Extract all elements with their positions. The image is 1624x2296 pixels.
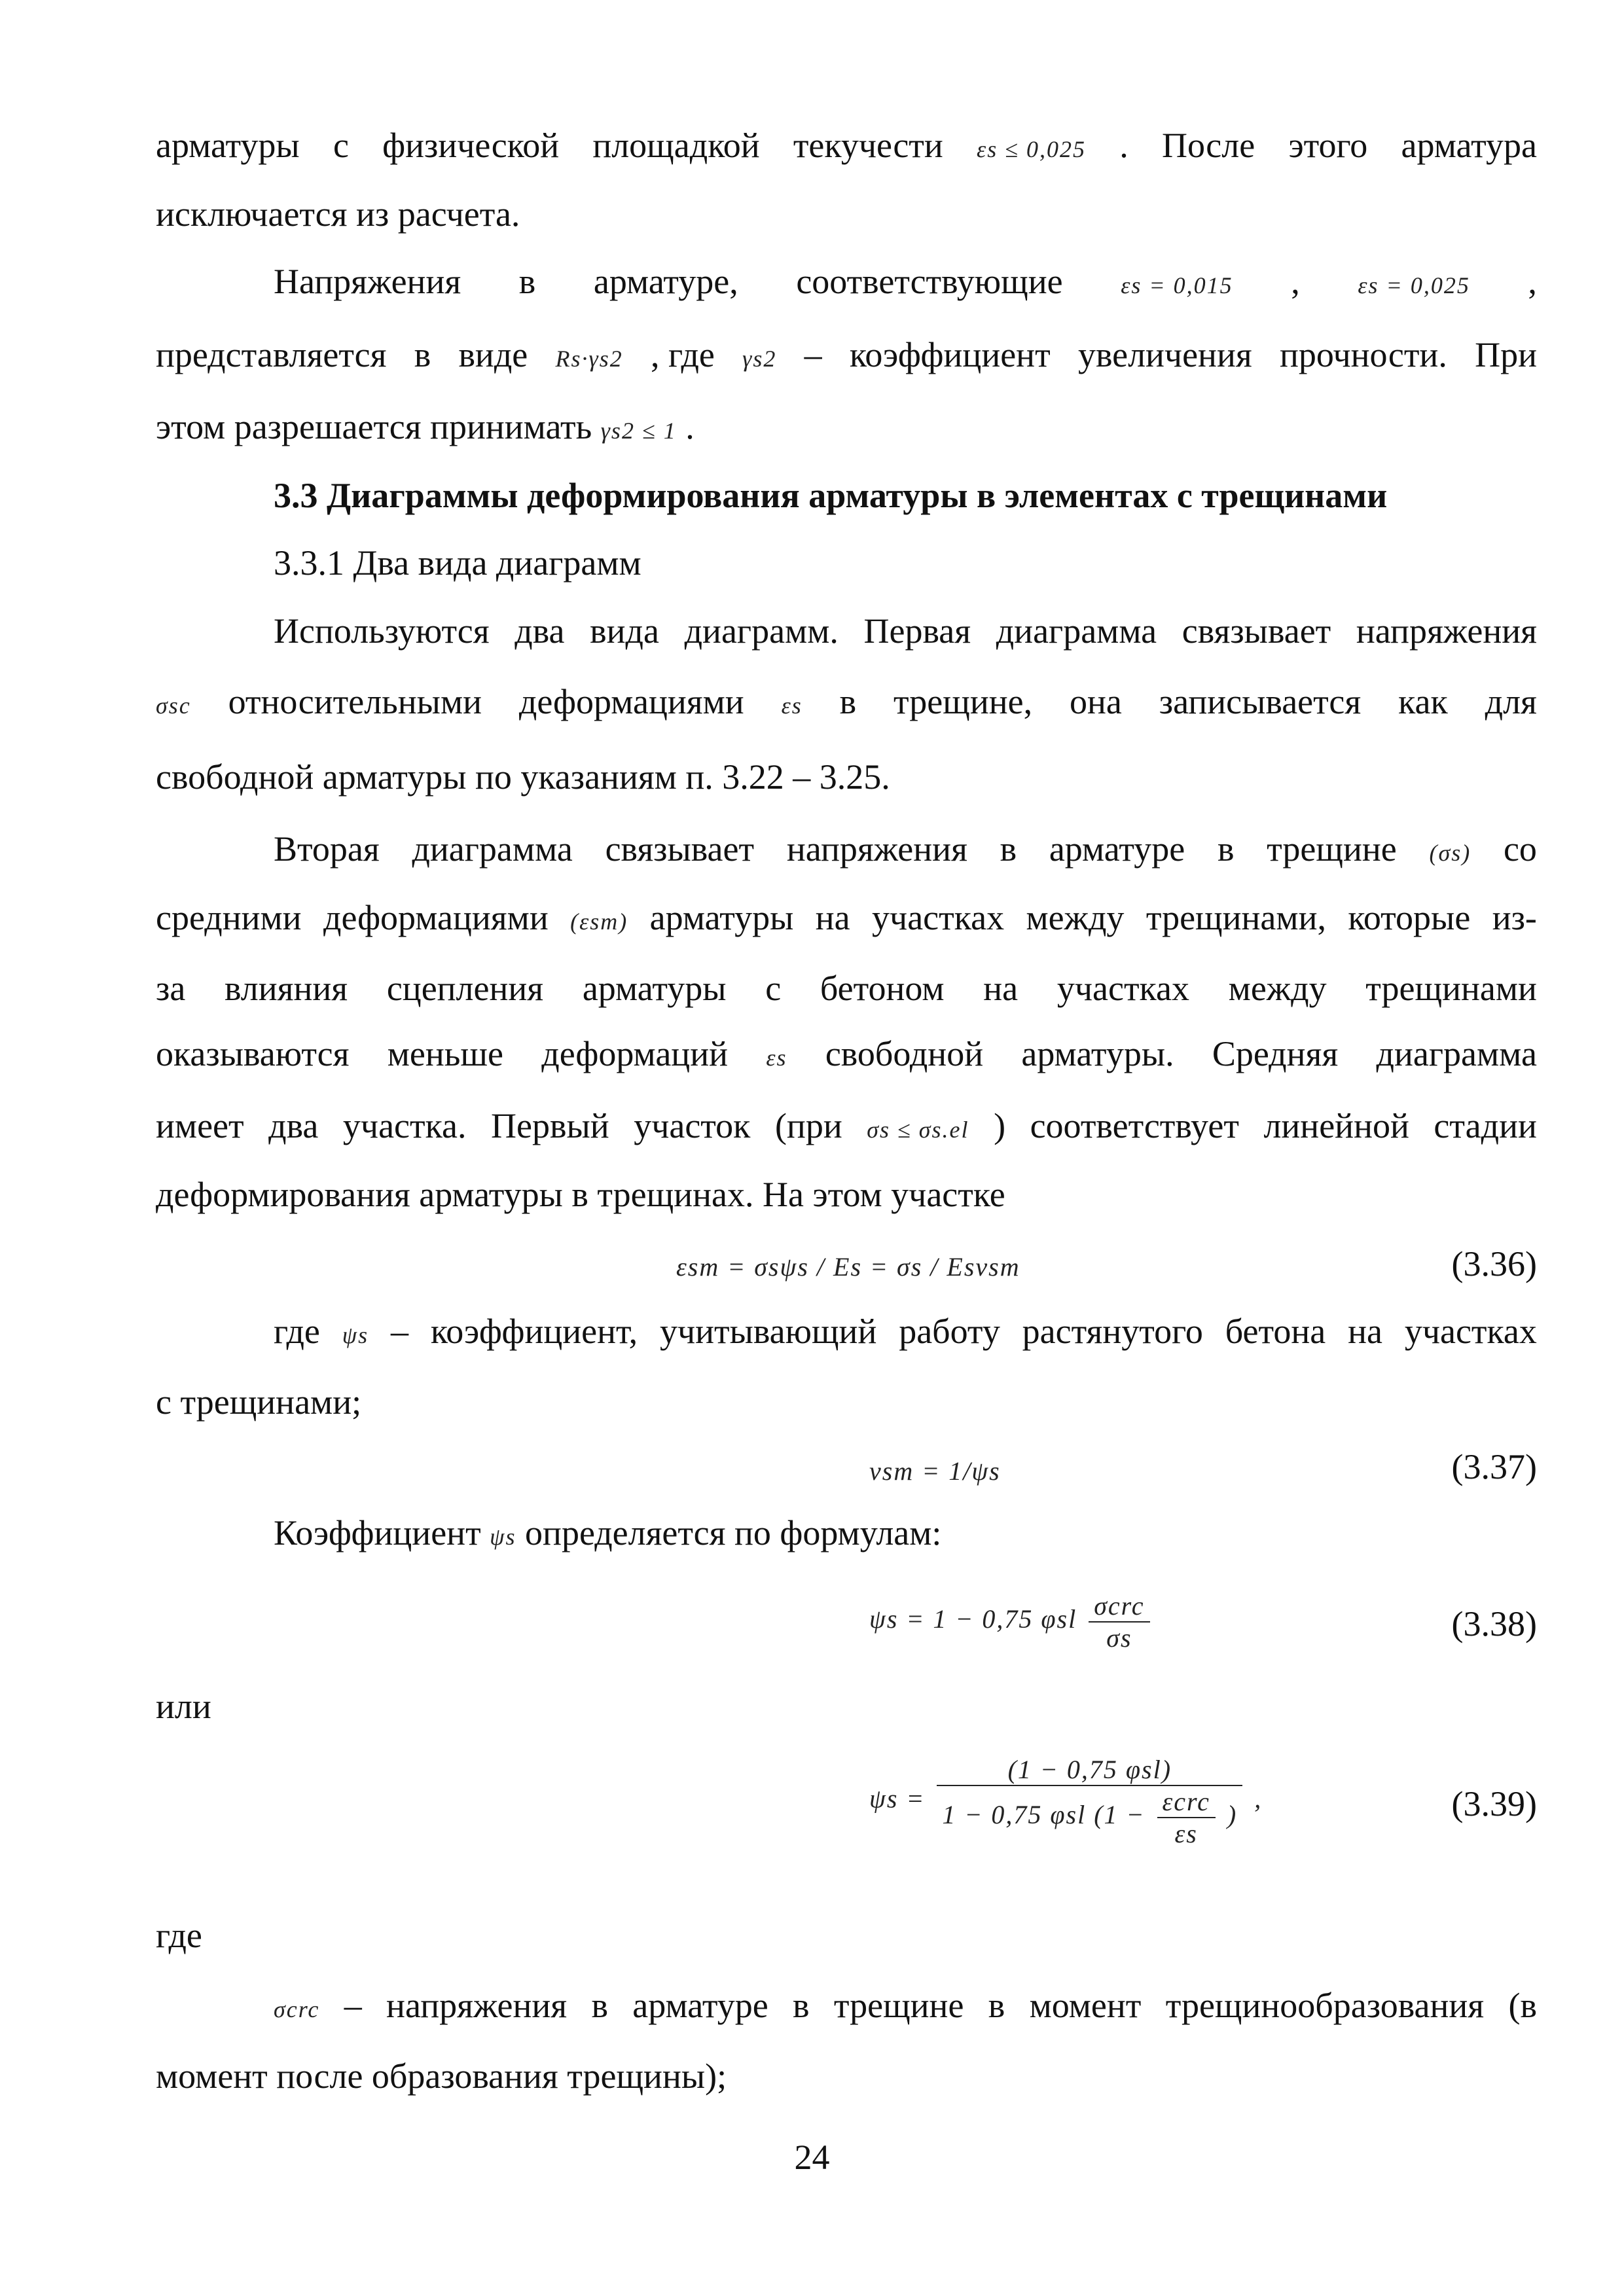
word: свободной	[825, 1034, 984, 1073]
word: арматуры	[582, 969, 727, 1008]
word: прочности.	[1279, 335, 1447, 374]
equation-number: (3.37)	[1451, 1447, 1537, 1486]
word: оказываются	[156, 1034, 350, 1073]
word: Вторая	[274, 829, 380, 869]
inline-formula: ψs	[342, 1322, 369, 1348]
text-line-11	[274, 828, 1537, 874]
word: момент	[1029, 1986, 1142, 2025]
text-line-19: с трещинами;	[156, 1382, 362, 1422]
fraction-numerator: σcrc	[1089, 1590, 1149, 1623]
word: как	[1398, 682, 1448, 721]
word: на	[815, 898, 850, 937]
word: в	[988, 1986, 1005, 2025]
word: Коэффициент	[274, 1513, 481, 1552]
equation-number: (3.39)	[1451, 1784, 1537, 1823]
nested-fraction	[1157, 1786, 1216, 1849]
word: Напряжения	[274, 262, 461, 301]
subsection-heading: 3.3.1 Два вида диаграмм	[274, 543, 641, 583]
word: вида	[590, 611, 659, 651]
word: напряжения	[1356, 611, 1537, 651]
word: , где	[650, 335, 715, 374]
text-line-5	[156, 406, 1537, 452]
inline-formula: εs = 0,015	[1121, 272, 1233, 298]
word: из-	[1492, 898, 1537, 937]
word: диаграмм.	[684, 611, 839, 651]
word: деформациями	[518, 682, 744, 721]
word: относительными	[228, 682, 482, 721]
word: в	[518, 262, 536, 301]
word: трещинами	[1365, 969, 1537, 1008]
word: между	[1228, 969, 1327, 1008]
section-heading: 3.3 Диаграммы деформирования арматуры в элементах с трещинами	[274, 476, 1388, 515]
word: Первая	[863, 611, 971, 651]
text-line-21	[274, 1512, 1537, 1558]
word: арматуре	[632, 1986, 768, 2025]
word: напряжения	[386, 1986, 568, 2025]
inline-formula: γs2	[742, 346, 777, 372]
denominator-text: )	[1227, 1800, 1238, 1830]
word: сцепления	[386, 969, 544, 1008]
word: на	[983, 969, 1019, 1008]
word: арматуры	[649, 898, 794, 937]
word: в	[591, 1986, 608, 2025]
word: (при	[774, 1106, 842, 1145]
word: стадии	[1434, 1106, 1537, 1145]
nested-numerator: εcrc	[1157, 1786, 1216, 1818]
word: два	[268, 1106, 319, 1145]
word: При	[1475, 335, 1537, 374]
word: на	[1348, 1312, 1382, 1351]
fraction-denominator	[937, 1786, 1242, 1849]
word: этого	[1288, 126, 1368, 165]
word: влияния	[225, 969, 348, 1008]
equation-number: (3.36)	[1451, 1244, 1537, 1283]
word: коэффициент	[849, 335, 1051, 374]
word: текучести	[793, 126, 943, 165]
inline-formula: σsc	[156, 692, 191, 719]
fraction-numerator: (1 − 0,75 φsl)	[937, 1754, 1242, 1786]
word: растянутого	[1022, 1312, 1203, 1351]
word: линейной	[1263, 1106, 1409, 1145]
word: соответствующие	[796, 262, 1063, 301]
word: с	[765, 969, 782, 1008]
equation-comma: ,	[1254, 1784, 1263, 1814]
word: диаграмма	[996, 611, 1157, 651]
equation-body	[869, 1590, 1154, 1653]
text-line-12	[156, 897, 1537, 942]
word: )	[994, 1106, 1006, 1145]
fraction-denominator: σs	[1106, 1623, 1132, 1653]
word: которые	[1348, 898, 1471, 937]
word: бетона	[1225, 1312, 1326, 1351]
page-number: 24	[794, 2138, 830, 2177]
word: записывается	[1159, 682, 1362, 721]
word: Первый	[491, 1106, 609, 1145]
inline-formula: γs2 ≤ 1	[600, 418, 677, 444]
equation-body: νsm = 1/ψs	[869, 1456, 1001, 1486]
text-line-4	[156, 334, 1537, 380]
word: определяется по формулам:	[525, 1513, 942, 1552]
word: со	[1503, 829, 1537, 869]
inline-formula: (εsm)	[570, 908, 628, 935]
text-line-16: деформирования арматуры в трещинах. На этом участке	[156, 1175, 1005, 1214]
word: диаграмма	[412, 829, 573, 869]
word: Используются	[274, 611, 490, 651]
word: участках	[872, 898, 1005, 937]
word: –	[344, 1986, 362, 2025]
word: трещине,	[893, 682, 1033, 721]
equation-lhs: ψs =	[869, 1784, 926, 1814]
word: арматуре,	[593, 262, 738, 301]
word: физической	[382, 126, 560, 165]
word: ,	[1291, 262, 1300, 301]
word: –	[804, 335, 822, 374]
word: для	[1485, 682, 1537, 721]
text-line-15	[156, 1105, 1537, 1151]
word: арматуре	[1049, 829, 1185, 869]
equation-3-38	[156, 1590, 1537, 1689]
inline-formula: σcrc	[274, 1996, 320, 2022]
word: арматуры.	[1021, 1034, 1174, 1073]
text-line-27: момент после образования трещины);	[156, 2056, 727, 2096]
inline-formula-strain-limit: εs ≤ 0,025	[977, 136, 1086, 162]
text-line-26	[274, 1984, 1537, 2030]
text-line-18	[274, 1310, 1537, 1356]
inline-formula: (σs)	[1429, 840, 1471, 866]
text-line-13	[156, 967, 1537, 1009]
word: участок	[634, 1106, 751, 1145]
text-line-10: свободной арматуры по указаниям п. 3.22 – 3.25.	[156, 757, 890, 797]
inline-formula: εs	[766, 1045, 787, 1071]
word: трещине	[1267, 829, 1397, 869]
word: виде	[458, 335, 528, 374]
equation-body: εsm = σsψs / Es = σs / Esνsm	[676, 1252, 1020, 1282]
word: .	[685, 407, 695, 446]
text-line-8	[274, 610, 1537, 652]
inline-formula: ψs	[490, 1524, 516, 1550]
equation-3-36	[156, 1244, 1537, 1296]
text-line-1	[156, 124, 1537, 170]
word: Средняя	[1212, 1034, 1339, 1073]
word: где	[274, 1312, 320, 1351]
word: в	[414, 335, 431, 374]
fraction	[1089, 1590, 1149, 1653]
word: участках	[1404, 1312, 1537, 1351]
inline-formula: Rs·γs2	[555, 346, 623, 372]
sentence: этом разрешается принимать	[156, 407, 592, 446]
word: участка.	[342, 1106, 467, 1145]
word: между	[1026, 898, 1125, 937]
word: средними	[156, 898, 302, 937]
fraction	[937, 1754, 1242, 1849]
word: диаграмма	[1376, 1034, 1537, 1073]
equation-lhs: ψs = 1 − 0,75 φsl	[869, 1604, 1077, 1634]
text-where: где	[156, 1916, 202, 1955]
nested-denominator: εs	[1174, 1819, 1198, 1848]
word: за	[156, 969, 186, 1008]
word: в	[1217, 829, 1235, 869]
word: соответствует	[1030, 1106, 1239, 1145]
word: в	[839, 682, 857, 721]
text-line-14	[156, 1033, 1537, 1079]
word: коэффициент,	[430, 1312, 638, 1351]
word: имеет	[156, 1106, 244, 1145]
text-line-9	[156, 681, 1537, 726]
word: трещине	[833, 1986, 964, 2025]
word: После	[1161, 126, 1255, 165]
word: площадкой	[592, 126, 760, 165]
word: работу	[899, 1312, 1000, 1351]
word: деформациями	[323, 898, 549, 937]
text-or: или	[156, 1687, 211, 1726]
inline-formula: σs ≤ σs.el	[867, 1117, 969, 1143]
word: трещинами,	[1146, 898, 1326, 937]
word: ,	[1528, 262, 1537, 301]
text-line-3	[274, 260, 1537, 306]
word: арматура	[1401, 126, 1537, 165]
word: представляется	[156, 335, 387, 374]
word: с	[333, 126, 349, 165]
word: связывает	[605, 829, 755, 869]
word: напряжения	[786, 829, 967, 869]
word: в	[793, 1986, 810, 2025]
word: учитывающий	[659, 1312, 877, 1351]
word: трещинообразования	[1165, 1986, 1485, 2025]
word: связывает	[1182, 611, 1331, 651]
word: два	[514, 611, 565, 651]
word: арматуры	[156, 126, 300, 165]
word: она	[1070, 682, 1122, 721]
word: увеличения	[1077, 335, 1252, 374]
equation-number: (3.38)	[1451, 1604, 1537, 1643]
inline-formula: εs	[781, 692, 803, 719]
word: в	[1000, 829, 1017, 869]
word: .	[1119, 126, 1128, 165]
equation-body	[869, 1754, 1262, 1849]
word: бетоном	[820, 969, 945, 1008]
equation-3-37	[156, 1446, 1537, 1499]
word: меньше	[387, 1034, 503, 1073]
word: (в	[1508, 1986, 1537, 2025]
word: участках	[1056, 969, 1189, 1008]
denominator-text: 1 − 0,75 φsl (1 −	[942, 1800, 1146, 1830]
word: деформаций	[541, 1034, 729, 1073]
equation-3-39	[156, 1754, 1537, 1892]
word: –	[390, 1312, 408, 1351]
text-line-2: исключается из расчета.	[156, 194, 520, 234]
inline-formula: εs = 0,025	[1358, 272, 1470, 298]
